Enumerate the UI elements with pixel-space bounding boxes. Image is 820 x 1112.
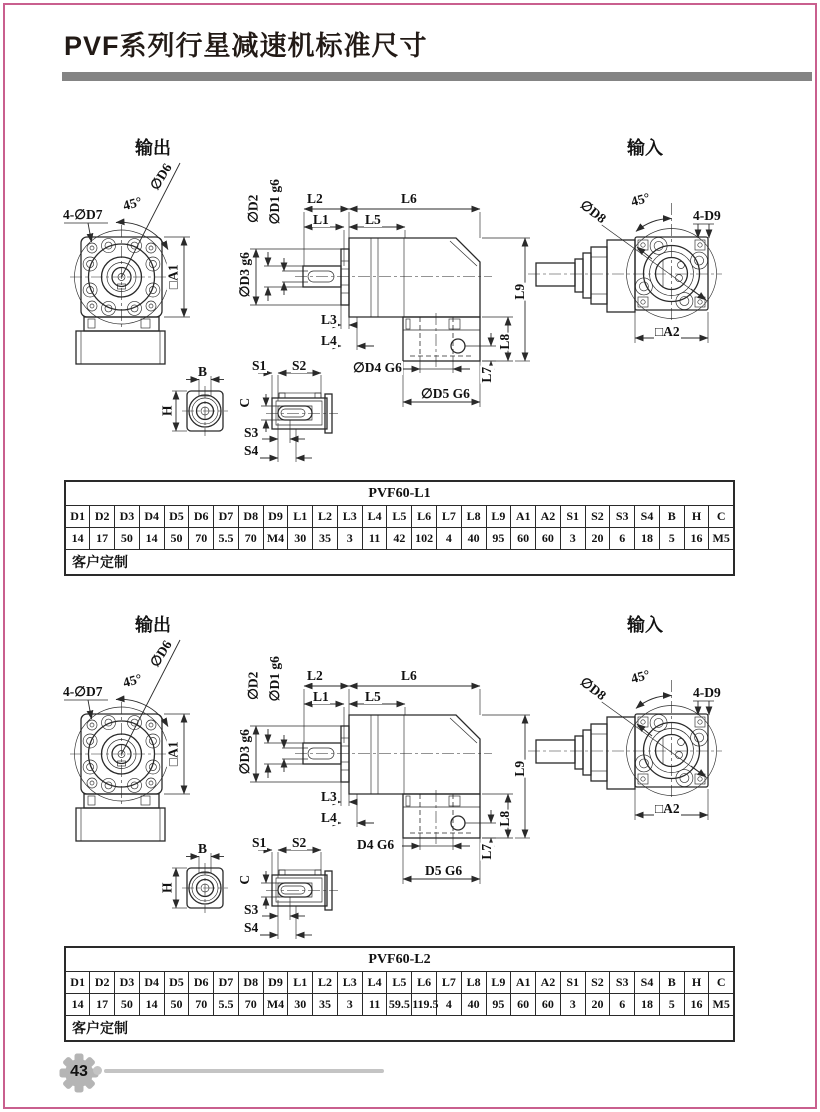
table-cell: 30 (288, 528, 313, 550)
table-cell: 14 (139, 528, 164, 550)
table-cell: H (684, 972, 709, 994)
table-cell: L1 (288, 506, 313, 528)
dim-label-l8: L8 (497, 810, 513, 827)
table-cell: 119.5 (412, 994, 437, 1016)
dim-label-angle-input: 45° (629, 189, 652, 210)
table-cell: M4 (263, 528, 288, 550)
dim-label-a1: □A1 (165, 741, 181, 767)
table-cell: D1 (65, 506, 90, 528)
dim-label-l7: L7 (479, 843, 495, 860)
table-cell: D8 (238, 972, 263, 994)
table-cell: 20 (585, 528, 610, 550)
dim-label-s3: S3 (244, 902, 259, 917)
table-cell: B (659, 506, 684, 528)
input-label: 输入 (627, 615, 663, 635)
table-cell: L7 (436, 506, 461, 528)
dim-label-l7: L7 (479, 366, 495, 383)
table-cell: 3 (560, 528, 585, 550)
table-cell: 59.5 (387, 994, 412, 1016)
dim-label-s1: S1 (252, 358, 267, 373)
table-cell: 5.5 (214, 528, 239, 550)
dim-label-d5: ∅D5 G6 (421, 386, 470, 401)
table-cell: 5 (659, 528, 684, 550)
table-cell: D8 (238, 506, 263, 528)
table-cell: L2 (313, 506, 338, 528)
table-cell: D5 (164, 972, 189, 994)
table-cell: D4 (139, 972, 164, 994)
title-underline-bar (62, 72, 812, 81)
table-cell: L5 (387, 972, 412, 994)
dim-label-d9: 4-D9 (693, 685, 721, 700)
table-cell: L2 (313, 972, 338, 994)
table-cell: 40 (461, 994, 486, 1016)
dim-label-s4: S4 (244, 443, 259, 458)
table-cell: M5 (709, 994, 734, 1016)
table-cell: D9 (263, 506, 288, 528)
table-cell: 70 (238, 994, 263, 1016)
dim-label-d4: D4 G6 (357, 837, 395, 852)
dim-label-angle-output: 45° (121, 193, 144, 214)
table-cell: 40 (461, 528, 486, 550)
dim-label-l1: L1 (313, 689, 329, 704)
dim-label-l2: L2 (307, 191, 323, 206)
dim-label-s4: S4 (244, 920, 259, 935)
table-cell: D2 (90, 972, 115, 994)
table-cell: D4 (139, 506, 164, 528)
input-label: 输入 (627, 138, 663, 158)
dim-label-a2: □A2 (655, 801, 680, 816)
dim-label-d9: 4-D9 (693, 208, 721, 223)
drawing-section-2 (0, 612, 820, 957)
table-cell: L4 (362, 506, 387, 528)
dim-label-d3: ∅D3 g6 (236, 729, 252, 775)
table-cell: L8 (461, 972, 486, 994)
table-cell: H (684, 506, 709, 528)
dim-label-d8: ∅D8 (577, 673, 610, 704)
dim-label-l1: L1 (313, 212, 329, 227)
table-cell: 60 (511, 994, 536, 1016)
table-cell: L7 (436, 972, 461, 994)
table-cell: 102 (412, 528, 437, 550)
table-cell: 4 (436, 994, 461, 1016)
table-cell: 50 (115, 528, 140, 550)
dim-label-l6: L6 (401, 668, 417, 683)
table-cell: 17 (90, 994, 115, 1016)
table-cell: 60 (536, 528, 561, 550)
table-cell: 30 (288, 994, 313, 1016)
dim-label-s1: S1 (252, 835, 267, 850)
dim-label-d7: 4-∅D7 (63, 207, 103, 222)
dim-label-a1: □A1 (165, 264, 181, 290)
table-cell: D7 (214, 972, 239, 994)
dim-label-h: H (159, 882, 175, 894)
dim-label-d7: 4-∅D7 (63, 684, 103, 699)
table-cell: 95 (486, 528, 511, 550)
table-cell: 50 (115, 994, 140, 1016)
dim-label-l9: L9 (512, 760, 528, 777)
table-cell: D3 (115, 972, 140, 994)
table-cell: L1 (288, 972, 313, 994)
table-cell: 18 (635, 528, 660, 550)
table-cell: 4 (436, 528, 461, 550)
dim-label-d6: ∅D6 (147, 160, 175, 193)
dim-label-s2: S2 (292, 358, 307, 373)
table-cell: 35 (313, 994, 338, 1016)
table-cell: 14 (65, 994, 90, 1016)
table-cell: 17 (90, 528, 115, 550)
table-cell: 11 (362, 528, 387, 550)
table-cell: 70 (189, 994, 214, 1016)
table-cell: 5 (659, 994, 684, 1016)
table-cell: L3 (337, 972, 362, 994)
dim-label-c: C (237, 874, 253, 885)
table-cell: L8 (461, 506, 486, 528)
dim-label-b: B (198, 841, 208, 856)
dim-label-d6: ∅D6 (147, 637, 175, 670)
table-cell: B (659, 972, 684, 994)
page-title: PVF系列行星减速机标准尺寸 (64, 31, 428, 61)
table-header-row (65, 506, 734, 528)
table-cell: A2 (536, 972, 561, 994)
table-cell: S4 (635, 972, 660, 994)
table-cell: 95 (486, 994, 511, 1016)
table-cell: S4 (635, 506, 660, 528)
table-cell: S3 (610, 972, 635, 994)
table-cell: 16 (684, 528, 709, 550)
table-cell: 42 (387, 528, 412, 550)
table-cell: 3 (560, 994, 585, 1016)
technical-drawing-svg (0, 135, 820, 480)
table-footer: 客户定制 (65, 1016, 734, 1042)
table-cell: A1 (511, 506, 536, 528)
table-cell: A1 (511, 972, 536, 994)
dim-label-d1: ∅D1 g6 (266, 179, 282, 225)
dim-label-d4: ∅D4 G6 (353, 360, 402, 375)
dim-label-s3: S3 (244, 425, 259, 440)
footer-rule (104, 1069, 384, 1073)
table-values-row (65, 994, 734, 1016)
technical-drawing-svg (0, 612, 820, 957)
table-cell: 50 (164, 994, 189, 1016)
table-cell: 70 (189, 528, 214, 550)
table-cell: 14 (139, 994, 164, 1016)
dim-label-angle-input: 45° (629, 666, 652, 687)
dim-label-d3: ∅D3 g6 (236, 252, 252, 298)
table-cell: L6 (412, 972, 437, 994)
dim-label-d2: ∅D2 (245, 671, 261, 700)
table-cell: 20 (585, 994, 610, 1016)
table-title: PVF60-L1 (65, 481, 734, 506)
table-cell: C (709, 972, 734, 994)
table-cell: D6 (189, 506, 214, 528)
table-cell: C (709, 506, 734, 528)
table-cell: D2 (90, 506, 115, 528)
table-cell: 3 (337, 994, 362, 1016)
table-cell: S3 (610, 506, 635, 528)
table-cell: D9 (263, 972, 288, 994)
dim-label-l6: L6 (401, 191, 417, 206)
table-cell: D1 (65, 972, 90, 994)
dim-label-l4: L4 (321, 810, 337, 825)
table-cell: 14 (65, 528, 90, 550)
dim-label-d2: ∅D2 (245, 194, 261, 223)
table-cell: L3 (337, 506, 362, 528)
output-label: 输出 (135, 615, 171, 635)
dim-label-b: B (198, 364, 208, 379)
dim-label-a2: □A2 (655, 324, 680, 339)
table-cell: A2 (536, 506, 561, 528)
dim-label-l2: L2 (307, 668, 323, 683)
table-cell: 35 (313, 528, 338, 550)
table-cell: L6 (412, 506, 437, 528)
dim-label-l8: L8 (497, 333, 513, 350)
table-footer: 客户定制 (65, 550, 734, 576)
dim-label-c: C (237, 397, 253, 408)
drawing-section-1 (0, 135, 820, 480)
table-cell: 70 (238, 528, 263, 550)
dim-label-h: H (159, 405, 175, 417)
table-cell: L4 (362, 972, 387, 994)
table-cell: 60 (511, 528, 536, 550)
table-cell: M4 (263, 994, 288, 1016)
table-cell: S2 (585, 506, 610, 528)
table-cell: S1 (560, 972, 585, 994)
table-values-row (65, 528, 734, 550)
dim-label-l3: L3 (321, 312, 337, 327)
dim-label-l5: L5 (365, 689, 381, 704)
dimension-table-pvf60-l1 (64, 480, 735, 576)
table-cell: M5 (709, 528, 734, 550)
table-cell: L5 (387, 506, 412, 528)
table-cell: S1 (560, 506, 585, 528)
table-cell: 5.5 (214, 994, 239, 1016)
page-number: 43 (70, 1063, 88, 1080)
dim-label-d1: ∅D1 g6 (266, 656, 282, 702)
table-cell: 18 (635, 994, 660, 1016)
dim-label-s2: S2 (292, 835, 307, 850)
table-cell: L9 (486, 506, 511, 528)
dim-label-d8: ∅D8 (577, 196, 610, 227)
dim-label-l5: L5 (365, 212, 381, 227)
dim-label-angle-output: 45° (121, 670, 144, 691)
table-cell: 11 (362, 994, 387, 1016)
table-cell: 50 (164, 528, 189, 550)
table-cell: L9 (486, 972, 511, 994)
table-cell: D7 (214, 506, 239, 528)
dim-label-l4: L4 (321, 333, 337, 348)
table-cell: 3 (337, 528, 362, 550)
table-cell: D3 (115, 506, 140, 528)
dim-label-l9: L9 (512, 283, 528, 300)
output-label: 输出 (135, 138, 171, 158)
dim-label-d5: D5 G6 (425, 863, 463, 878)
table-cell: S2 (585, 972, 610, 994)
table-cell: 6 (610, 528, 635, 550)
dimension-table-pvf60-l2 (64, 946, 735, 1042)
table-cell: D5 (164, 506, 189, 528)
table-cell: 60 (536, 994, 561, 1016)
table-cell: 16 (684, 994, 709, 1016)
table-cell: D6 (189, 972, 214, 994)
table-header-row (65, 972, 734, 994)
dim-label-l3: L3 (321, 789, 337, 804)
table-cell: 6 (610, 994, 635, 1016)
table-title: PVF60-L2 (65, 947, 734, 972)
